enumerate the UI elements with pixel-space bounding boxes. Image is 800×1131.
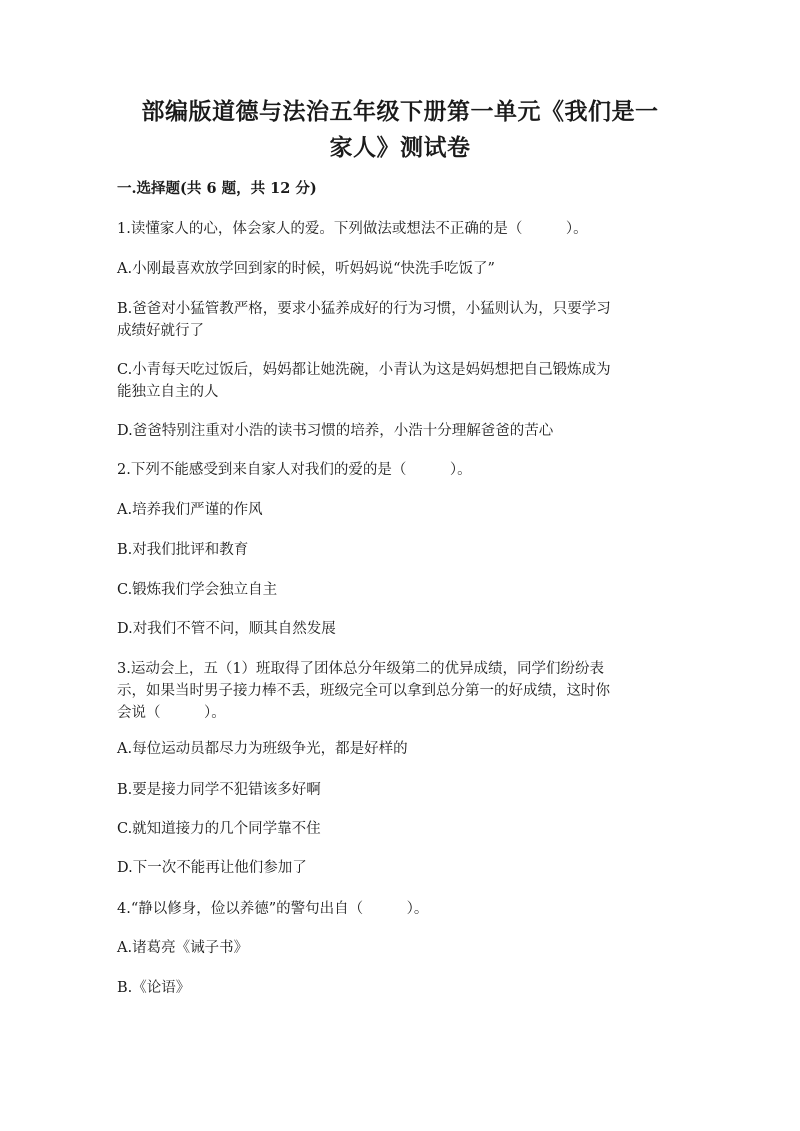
- question-3-option-b: B.要是接力同学不犯错该多好啊: [117, 782, 321, 798]
- question-4-option-a: A.诸葛亮《诫子书》: [117, 940, 249, 956]
- question-2-option-c: C.锻炼我们学会独立自主: [117, 582, 278, 598]
- question-2-option-b: B.对我们批评和教育: [117, 542, 249, 558]
- title-line-1: 部编版道德与法治五年级下册第一单元《我们是一: [141, 98, 659, 125]
- question-1-option-c-cont: 能独立自主的人: [117, 384, 219, 400]
- question-4-stem: 4.“静以修身，俭以养德”的警句出自（ ）。: [117, 901, 429, 917]
- question-3-option-a: A.每位运动员都尽力为班级争光，都是好样的: [117, 741, 408, 757]
- question-1-option-c: C.小青每天吃过饭后，妈妈都让她洗碗，小青认为这是妈妈想把自己锻炼成为: [117, 362, 611, 378]
- question-1-option-b: B.爸爸对小猛管教严格，要求小猛养成好的行为习惯，小猛则认为，只要学习: [117, 301, 611, 317]
- question-3-stem-cont-1: 示，如果当时男子接力棒不丢，班级完全可以拿到总分第一的好成绩，这时你: [117, 683, 610, 699]
- question-2-option-a: A.培养我们严谨的作风: [117, 502, 263, 518]
- question-1-option-b-cont: 成绩好就行了: [117, 323, 204, 339]
- title-line-2: 家人》测试卷: [329, 134, 471, 161]
- question-2-stem: 2.下列不能感受到来自家人对我们的爱的是（ ）。: [117, 462, 472, 478]
- question-3-option-d: D.下一次不能再让他们参加了: [117, 860, 307, 876]
- question-3-stem: 3.运动会上，五（1）班取得了团体总分年级第二的优异成绩，同学们纷纷表: [117, 661, 605, 677]
- question-1-stem: 1.读懂家人的心，体会家人的爱。下列做法或想法不正确的是（ ）。: [117, 221, 588, 237]
- question-3-option-c: C.就知道接力的几个同学靠不住: [117, 821, 321, 837]
- question-1-option-a: A.小刚最喜欢放学回到家的时候，听妈妈说“快洗手吃饭了”: [117, 261, 495, 277]
- question-2-option-d: D.对我们不管不问，顺其自然发展: [117, 621, 336, 637]
- question-4-option-b: B.《论语》: [117, 980, 191, 996]
- question-1-option-d: D.爸爸特别注重对小浩的读书习惯的培养，小浩十分理解爸爸的苦心: [117, 423, 554, 439]
- section-heading: 一.选择题(共 6 题，共 12 分): [117, 180, 317, 197]
- question-3-stem-cont-2: 会说（ ）。: [117, 705, 226, 721]
- page-title: [110, 94, 690, 166]
